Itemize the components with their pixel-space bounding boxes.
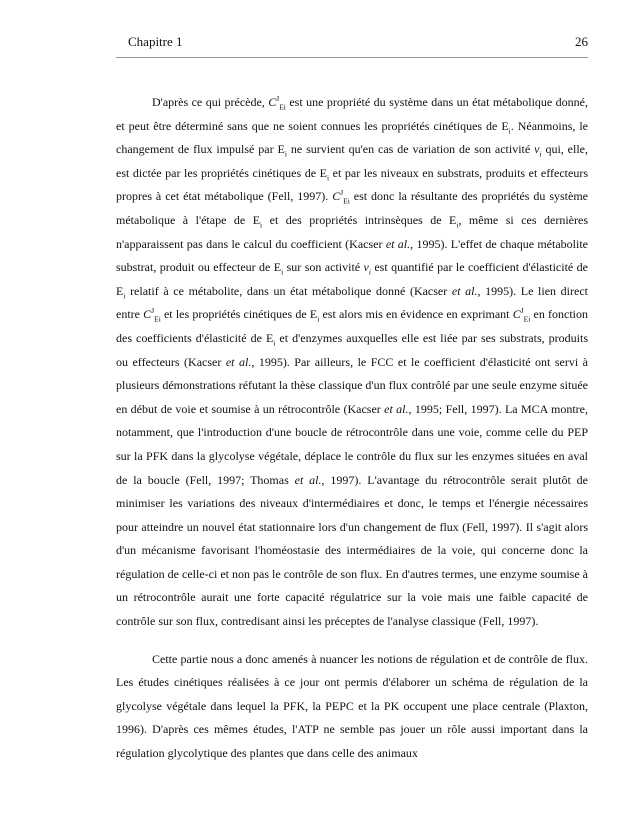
text-run: Ei (154, 314, 161, 324)
text-run: i (456, 220, 459, 230)
text-run: C (268, 95, 277, 109)
text-run: i (260, 220, 263, 230)
text-run: i (273, 338, 276, 348)
text-run: i (317, 314, 320, 324)
text-run: et par les niveaux en substrats, produits et effecteurs propres à cet état métabolique (Fell, 1997). (116, 165, 588, 204)
text-run: et les propriétés cinétiques de E (160, 307, 318, 322)
text-run: , 1995). L'effet de chaque métabolite substrat, produit ou effecteur de E (116, 236, 588, 275)
body-text (116, 91, 588, 766)
page-header (116, 34, 588, 54)
text-run: relatif à ce métabolite, dans un état métabolique donné (Kacser (125, 283, 452, 298)
text-run: J (276, 94, 280, 103)
text-run: et al. (294, 472, 322, 487)
text-run: C (332, 189, 341, 204)
text-run: D'après ce qui précède, (152, 95, 269, 109)
text-run: et al. (225, 354, 252, 369)
text-run: est une propriété du système dans un état métabolique donné, et peut être déterminé sans que ne soient connues les propriétés cinétiques de E (116, 95, 589, 133)
text-run: en fonction des coefficients d'élasticité de E (116, 307, 589, 345)
text-run: i (281, 267, 284, 277)
text-run: est alors mis en évidence en exprimant (319, 307, 513, 322)
text-run: est donc la résultante des propriétés du système métabolique à l'étape de E (116, 189, 588, 227)
text-run: Ei (279, 102, 286, 112)
text-run: et al. (385, 236, 411, 251)
text-run: sur son activité (283, 260, 364, 275)
text-run: ne survient qu'en cas de variation de son activité (286, 142, 535, 157)
text-run: C (512, 307, 521, 322)
text-run: , 1995). Le lien direct entre (116, 283, 588, 322)
text-run: et des propriétés intrinsèques de E (262, 212, 457, 227)
text-run: qui, elle, est dictée par les propriétés cinétiques de E (116, 142, 589, 180)
text-run: Ei (343, 196, 350, 206)
text-run: et al. (384, 401, 409, 416)
text-run: v (534, 142, 540, 157)
chapter-title: Chapitre 1 (128, 34, 183, 49)
text-run: v (363, 260, 369, 275)
paragraph-2 (116, 648, 588, 766)
text-run: J (520, 306, 524, 316)
text-run: Ei (523, 314, 531, 324)
text-run: Cette partie nous a donc amenés à nuancer les notions de régulation et de contrôle de flux. Les études cinétiques réalisées à ce jour ont permis d'élaborer un schéma de régulation de la glycolyse végétale dans lequel la PFK, la PEPC et la PK occupent une place centrale (Plaxton, 1996). D'après ces mêmes études, l'ATP ne semble pas jouer un rôle aussi important dans la régulation glycolytique des plantes que dans celle des animaux (116, 651, 588, 761)
text-run: et d'enzymes auxquelles elle est liée par ses substrats, produits ou effecteurs (Kacser (116, 330, 588, 369)
paragraph-1 (116, 91, 588, 634)
text-run: . Néanmoins, le changement de flux impulsé par E (116, 118, 588, 157)
text-run: i (284, 149, 287, 159)
text-run: est quantifié par le coefficient d'élasticité de E (116, 260, 588, 298)
text-run: C (143, 307, 152, 322)
page-number: 26 (575, 34, 588, 49)
text-run: et al. (451, 283, 478, 298)
header-divider (116, 57, 588, 58)
text-run: i (368, 267, 371, 277)
text-run: J (151, 306, 155, 316)
text-run: J (340, 188, 344, 198)
text-run: i (326, 173, 330, 183)
text-run: i (539, 149, 542, 159)
text-run: , 1997). L'avantage du rétrocontrôle serait plutôt de minimiser les variations des niveaux d'intermédiaires et donc, le temps et l'énergie nécessaires pour atteindre un nouvel état stationnaire lors d'un changement de flux (Fell, 1997). Il s'agit alors d'un mécanisme favorisant l'homéostasie des intermédiaires de la voie, qui concerne donc la régulation de celle-ci et non pas le contrôle de son flux. En d'autres termes, une enzyme soumise à un rétrocontrôle aurait une forte capacité régulatrice sur la voie mais une faible capacité de contrôle sur son flux, contredisant ainsi les préceptes de l'analyse classique (Fell, 1997). (116, 472, 588, 629)
text-run: , 1995; Fell, 1997). La MCA montre, notamment, que l'introduction d'une boucle de rétrocontrôle dans une voie, comme celle du PEP sur la PFK dans la glycolyse végétale, déplace le contrôle du flux sur les enzymes situées en aval de la boucle (Fell, 1997; Thomas (116, 401, 588, 487)
text-run: , 1995). Par ailleurs, le FCC et le coefficient d'élasticité ont servi à plusieurs démonstrations réfutant la thèse classique d'un flux contrôlé par une seule enzyme située en début de voie et soumise à un rétrocontrôle (Kacser (116, 354, 588, 416)
text-run: , même si ces dernières n'apparaissent pas dans le calcul du coefficient (Kacser (116, 212, 588, 251)
text-run: i (123, 291, 126, 301)
text-run: i (508, 125, 511, 135)
